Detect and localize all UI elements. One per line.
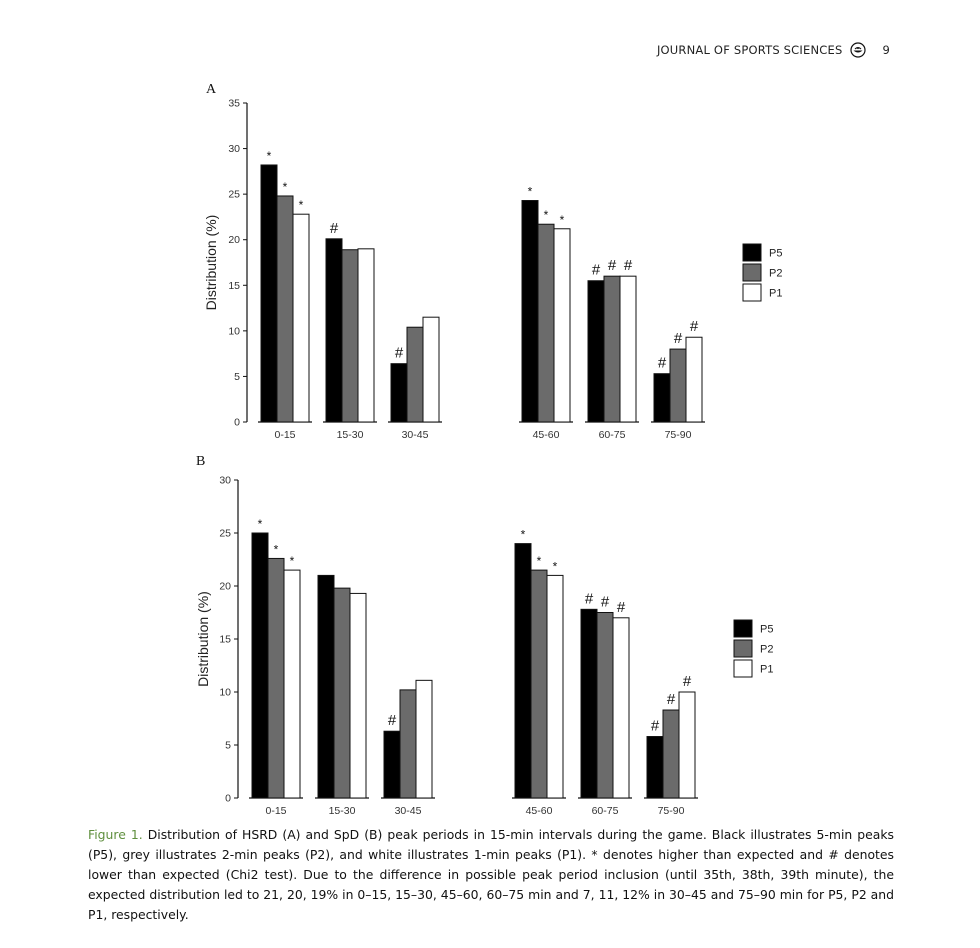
significance-marker: *: [289, 554, 295, 569]
y-tick-label: 35: [228, 97, 240, 110]
x-tick-label: 45-60: [525, 805, 553, 817]
legend-swatch-p5: [743, 244, 761, 261]
y-tick-label: 20: [219, 580, 231, 593]
significance-marker: #: [657, 354, 667, 372]
significance-marker: *: [543, 208, 549, 223]
bar-p1: [679, 692, 695, 798]
y-tick-label: 5: [225, 739, 231, 752]
bar-p1: [350, 593, 366, 798]
significance-marker: #: [682, 673, 692, 690]
y-tick-label: 15: [228, 279, 240, 292]
figure-caption: [88, 825, 894, 925]
y-axis-label: Distribution (%): [203, 214, 219, 311]
x-tick-label: 15-30: [336, 429, 364, 441]
significance-marker: #: [666, 691, 676, 709]
significance-marker: #: [387, 712, 397, 730]
bar-p5: [581, 609, 597, 798]
legend-swatch-p5: [734, 620, 752, 637]
bar-p5: [522, 201, 538, 422]
bar-p1: [416, 680, 432, 798]
x-tick-label: 75-90: [657, 805, 685, 817]
significance-marker: #: [329, 219, 339, 237]
bar-p5: [515, 544, 531, 798]
bar-p2: [663, 710, 679, 798]
figure-label: Figure 1.: [88, 827, 143, 842]
bar-p5: [326, 239, 342, 422]
bar-p5: [252, 533, 268, 798]
journal-title: JOURNAL OF SPORTS SCIENCES: [656, 43, 843, 57]
y-tick-label: 25: [228, 188, 240, 201]
bar-p5: [261, 165, 277, 422]
bar-p5: [647, 737, 663, 798]
significance-marker: #: [600, 593, 610, 611]
bar-p2: [400, 690, 416, 798]
significance-marker: *: [298, 198, 304, 213]
bar-p2: [538, 224, 554, 422]
significance-marker: #: [616, 598, 626, 616]
significance-marker: *: [536, 554, 542, 569]
legend-swatch-p1: [734, 660, 752, 677]
bar-p5: [391, 364, 407, 422]
chart-hsrd: [0, 76, 980, 448]
legend-label-p5: P5: [760, 623, 774, 636]
bar-p5: [588, 281, 604, 422]
significance-marker: #: [607, 257, 617, 275]
legend-label-p1: P1: [760, 663, 774, 676]
significance-marker: *: [282, 179, 288, 194]
significance-marker: *: [520, 527, 526, 542]
significance-marker: *: [273, 542, 279, 557]
y-tick-label: 5: [234, 370, 240, 383]
y-tick-label: 30: [228, 143, 240, 156]
y-tick-label: 10: [219, 686, 231, 699]
y-tick-label: 20: [228, 234, 240, 247]
caption-text: Distribution of HSRD (A) and SpD (B) peak periods in 15-min intervals during the game. Black illustrates 5-min peaks (P5), grey illustrates 2-min peaks (P2), and white illustrates 1-min peaks (P1). * denotes higher than expected and # denotes lower than expected (Chi2 test). Due to the difference in possible peak period inclusion (until 35th, 38th, 39th minute), the expected distribution led to 21, 20, 19% in 0–15, 15–30, 45–60, 60–75 min and 7, 11, 12% in 30–45 and 75–90 min for P5, P2 and P1, respectively.: [88, 827, 894, 922]
significance-marker: *: [552, 559, 558, 574]
x-tick-label: 45-60: [532, 429, 560, 441]
bar-p1: [423, 317, 439, 422]
significance-marker: *: [257, 517, 263, 531]
page-number: 9: [882, 43, 890, 57]
bar-p2: [342, 250, 358, 422]
y-axis-label: Distribution (%): [195, 591, 211, 687]
bar-p2: [531, 570, 547, 798]
bar-p2: [597, 613, 613, 799]
bar-p1: [293, 214, 309, 422]
chart-spd: [0, 448, 980, 820]
bar-p2: [604, 276, 620, 422]
x-tick-label: 60-75: [591, 805, 619, 817]
x-tick-label: 30-45: [394, 805, 422, 817]
bar-p5: [654, 374, 670, 422]
y-tick-label: 15: [219, 633, 231, 646]
significance-marker: #: [591, 261, 601, 279]
legend-label-p2: P2: [769, 267, 783, 280]
panel-label-a: A: [206, 82, 217, 97]
bar-p5: [384, 731, 400, 798]
x-tick-label: 60-75: [598, 429, 626, 441]
significance-marker: *: [559, 212, 565, 227]
x-tick-label: 30-45: [401, 429, 429, 441]
bar-p5: [318, 575, 334, 798]
x-tick-label: 75-90: [664, 429, 692, 441]
bar-p1: [613, 618, 629, 798]
legend-swatch-p1: [743, 284, 761, 301]
y-tick-label: 10: [228, 325, 240, 338]
x-tick-label: 0-15: [265, 805, 287, 817]
significance-marker: *: [266, 148, 272, 163]
y-tick-label: 30: [219, 474, 231, 487]
bar-p2: [334, 588, 350, 798]
significance-marker: #: [673, 330, 683, 348]
significance-marker: #: [584, 590, 594, 608]
bar-p1: [358, 249, 374, 422]
x-tick-label: 15-30: [328, 805, 356, 817]
y-tick-label: 25: [219, 527, 231, 540]
journal-logo-icon: [850, 42, 866, 58]
bar-p1: [547, 575, 563, 798]
legend-swatch-p2: [743, 264, 761, 281]
significance-marker: #: [689, 318, 699, 336]
y-tick-label: 0: [225, 792, 231, 805]
significance-marker: #: [394, 344, 404, 362]
bar-p2: [670, 349, 686, 422]
bar-p2: [277, 196, 293, 422]
bar-p1: [284, 570, 300, 798]
legend-label-p5: P5: [769, 247, 783, 260]
bar-p1: [686, 337, 702, 422]
panel-label-b: B: [196, 454, 206, 469]
figure-panel-b: [0, 448, 980, 820]
significance-marker: #: [650, 717, 660, 735]
y-tick-label: 0: [234, 416, 240, 429]
bar-p1: [620, 276, 636, 422]
significance-marker: *: [527, 184, 533, 199]
x-tick-label: 0-15: [274, 429, 296, 441]
legend-swatch-p2: [734, 640, 752, 657]
running-header: [657, 40, 890, 60]
bar-p1: [554, 229, 570, 422]
legend-label-p2: P2: [760, 643, 774, 656]
bar-p2: [268, 558, 284, 798]
bar-p2: [407, 327, 423, 422]
figure-panel-a: [0, 76, 980, 448]
legend-label-p1: P1: [769, 287, 783, 300]
significance-marker: #: [623, 257, 633, 275]
